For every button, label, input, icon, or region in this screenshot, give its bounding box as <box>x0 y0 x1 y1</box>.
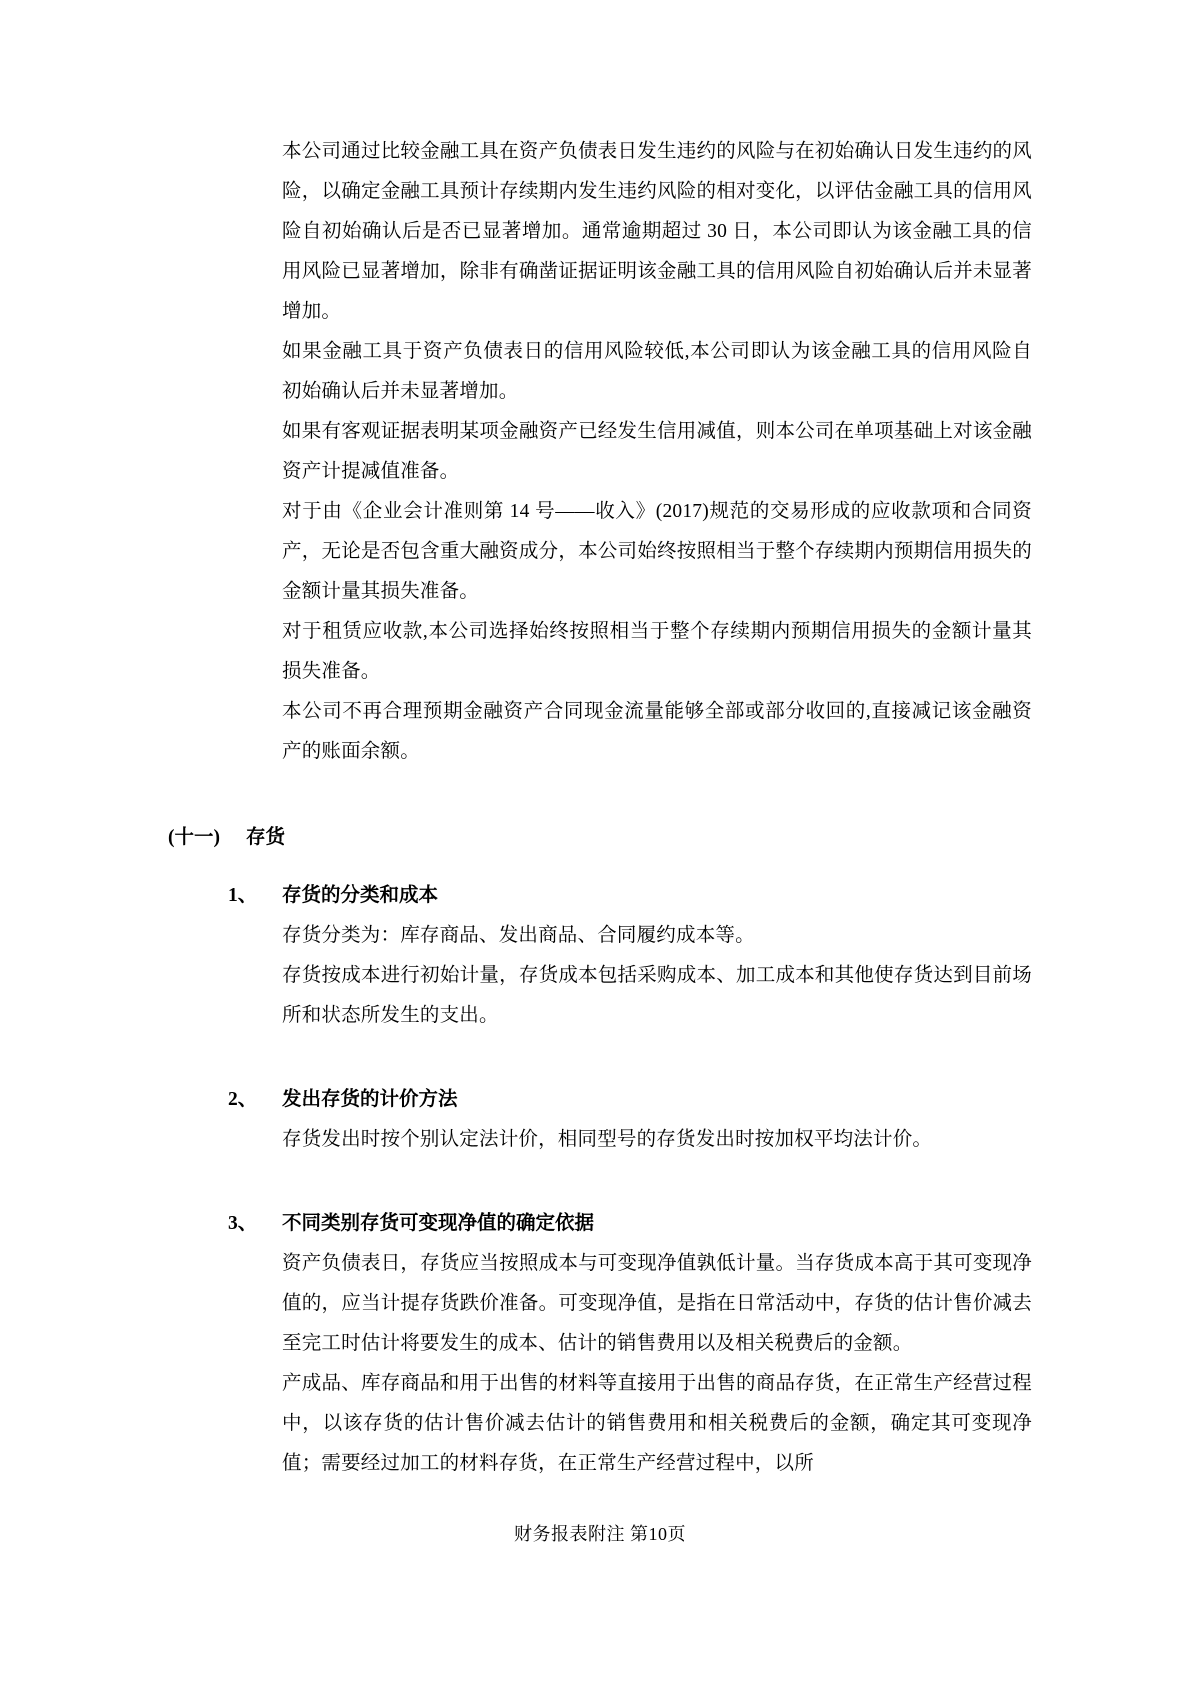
paragraph-lease-receivables: 对于租赁应收款,本公司选择始终按照相当于整个存续期内预期信用损失的金额计量其损失准备。 <box>282 621 1032 682</box>
spacer <box>168 1036 1032 1062</box>
subsection-title: 不同类别存货可变现净值的确定依据 <box>282 1213 595 1234</box>
subsection-title: 发出存货的计价方法 <box>282 1089 458 1110</box>
subheading-inventory-classification <box>168 876 1032 916</box>
subheading-net-realizable-value <box>168 1204 1032 1244</box>
document-body <box>168 132 1032 1484</box>
paragraph-issuance-valuation: 存货发出时按个别认定法计价，相同型号的存货发出时按加权平均法计价。 <box>282 1129 933 1150</box>
spacer <box>168 1160 1032 1186</box>
page-footer: 财务报表附注 第10页 <box>514 1524 686 1544</box>
subsection-number: 2、 <box>228 1089 258 1110</box>
paragraph-revenue-standard-receivables: 对于由《企业会计准则第 14 号——收入》(2017)规范的交易形成的应收款项和合同资产，无论是否包含重大融资成分，本公司始终按照相当于整个存续期内预期信用损失的金额计量其损失准备。 <box>282 501 1032 602</box>
subsection-number: 1、 <box>228 885 258 906</box>
paragraph-nrv-finished-goods: 产成品、库存商品和用于出售的材料等直接用于出售的商品存货，在正常生产经营过程中，以该存货的估计售价减去估计的销售费用和相关税费后的金额，确定其可变现净值；需要经过加工的材料存货，在正常生产经营过程中，以所 <box>282 1373 1032 1474</box>
subsection-title: 存货的分类和成本 <box>282 885 439 906</box>
paragraph-inventory-initial-measurement: 存货按成本进行初始计量，存货成本包括采购成本、加工成本和其他使存货达到目前场所和状态所发生的支出。 <box>282 965 1032 1026</box>
paragraph-write-off-carrying-amount: 本公司不再合理预期金融资产合同现金流量能够全部或部分收回的,直接减记该金融资产的账面余额。 <box>282 701 1032 762</box>
paragraph-nrv-measurement: 资产负债表日，存货应当按照成本与可变现净值孰低计量。当存货成本高于其可变现净值的，应当计提存货跌价准备。可变现净值，是指在日常活动中，存货的估计售价减去至完工时估计将要发生的成本、估计的销售费用以及相关税费后的金额。 <box>282 1253 1032 1354</box>
section-number: (十一) <box>168 827 220 848</box>
subheading-issuance-valuation-method <box>168 1080 1032 1120</box>
paragraph-objective-evidence-impairment: 如果有客观证据表明某项金融资产已经发生信用减值，则本公司在单项基础上对该金融资产计提减值准备。 <box>282 421 1032 482</box>
section-title: 存货 <box>246 827 286 848</box>
paragraph-inventory-categories: 存货分类为：库存商品、发出商品、合同履约成本等。 <box>282 925 755 946</box>
paragraph-credit-risk-comparison: 本公司通过比较金融工具在资产负债表日发生违约的风险与在初始确认日发生违约的风险，以确定金融工具预计存续期内发生违约风险的相对变化，以评估金融工具的信用风险自初始确认后是否已显著增加。通常逾期超过 30 日，本公司即认为该金融工具的信用风险已显著增加，除非有确凿证据证明该金融工具的信用风险自初始确认后并未显著增加。 <box>282 141 1032 322</box>
paragraph-low-credit-risk: 如果金融工具于资产负债表日的信用风险较低,本公司即认为该金融工具的信用风险自初始确认后并未显著增加。 <box>282 341 1032 402</box>
section-heading-inventory <box>168 818 1032 858</box>
subsection-number: 3、 <box>228 1213 258 1234</box>
